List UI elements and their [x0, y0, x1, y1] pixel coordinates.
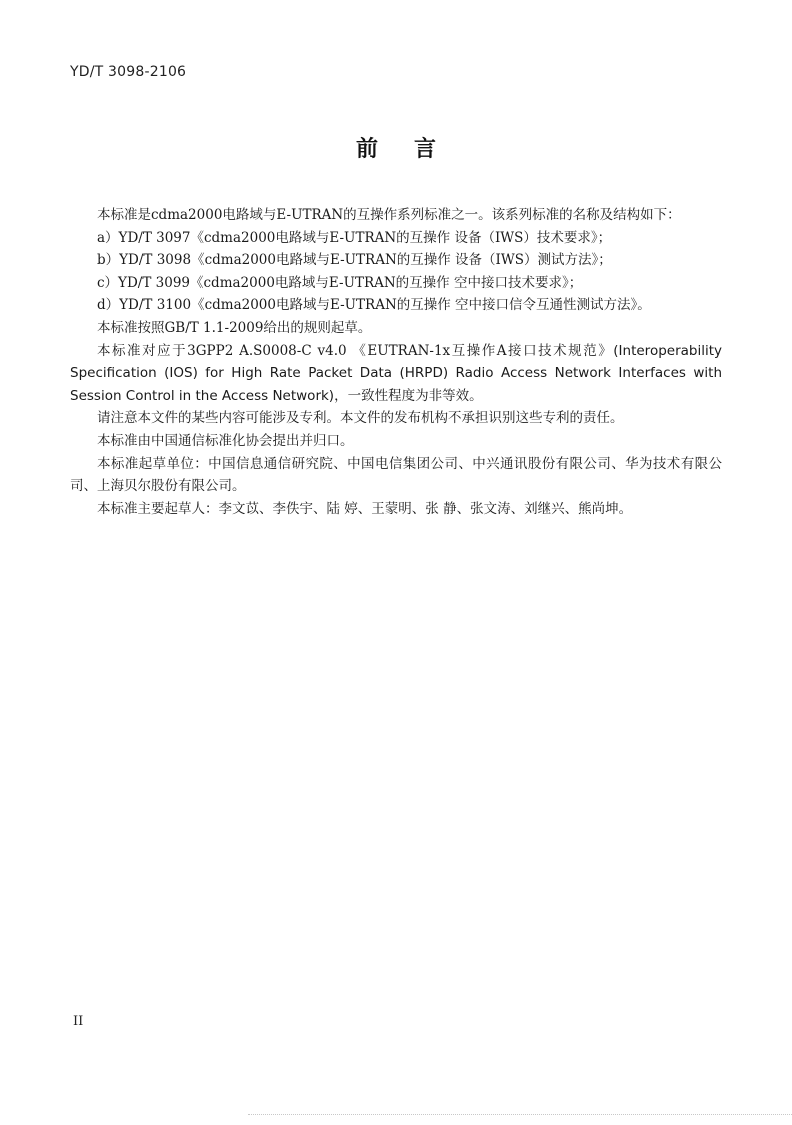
- page-number: II: [73, 1014, 84, 1029]
- correspondence-part-1: 本标准对应于3GPP2 A.S0008-C v4.0 《EUTRAN-1x互操作A接口技术规范》: [97, 342, 614, 359]
- footer-divider: [248, 1114, 792, 1115]
- drafters-paragraph: 本标准主要起草人：李文苡、李佚宇、陆 婷、王蒙明、张 静、张文涛、刘继兴、熊尚坤。: [97, 500, 633, 517]
- correspondence-part-2: (Interoperability Specification (IOS) for High Rate Packet Data (HRPD) Radio Access Network Interfaces with Session Control in the Access Network)，一致性程度为非等效。: [70, 342, 722, 404]
- list-item: d）YD/T 3100《cdma2000电路域与E-UTRAN的互操作 空中接口信令互通性测试方法》。: [97, 297, 651, 314]
- list-item: a）YD/T 3097《cdma2000电路域与E-UTRAN的互操作 设备（IWS）技术要求》；: [97, 229, 612, 246]
- correspondence-paragraph: [70, 340, 722, 408]
- drafting-units-paragraph: 本标准起草单位：中国信息通信研究院、中国电信集团公司、中兴通讯股份有限公司、华为技术有限公司、上海贝尔股份有限公司。: [70, 455, 722, 495]
- title-char-1: 前: [355, 137, 378, 162]
- list-item: c）YD/T 3099《cdma2000电路域与E-UTRAN的互操作 空中接口技术要求》；: [97, 274, 583, 291]
- drafting-rule-paragraph: 本标准按照GB/T 1.1-2009给出的规则起草。: [97, 319, 372, 336]
- title-char-2: 言: [414, 137, 437, 162]
- series-list: [70, 227, 722, 317]
- list-item: b）YD/T 3098《cdma2000电路域与E-UTRAN的互操作 设备（IWS）测试方法》；: [97, 252, 612, 269]
- page-title: [0, 132, 792, 163]
- patent-notice-paragraph: 请注意本文件的某些内容可能涉及专利。本文件的发布机构不承担识别这些专利的责任。: [97, 410, 624, 427]
- intro-paragraph: 本标准是cdma2000电路域与E-UTRAN的互操作系列标准之一。该系列标准的名称及结构如下：: [97, 207, 681, 223]
- foreword-body: [70, 204, 722, 520]
- document-code: YD/T 3098-2106: [70, 64, 187, 80]
- proposer-paragraph: 本标准由中国通信标准化协会提出并归口。: [97, 432, 354, 449]
